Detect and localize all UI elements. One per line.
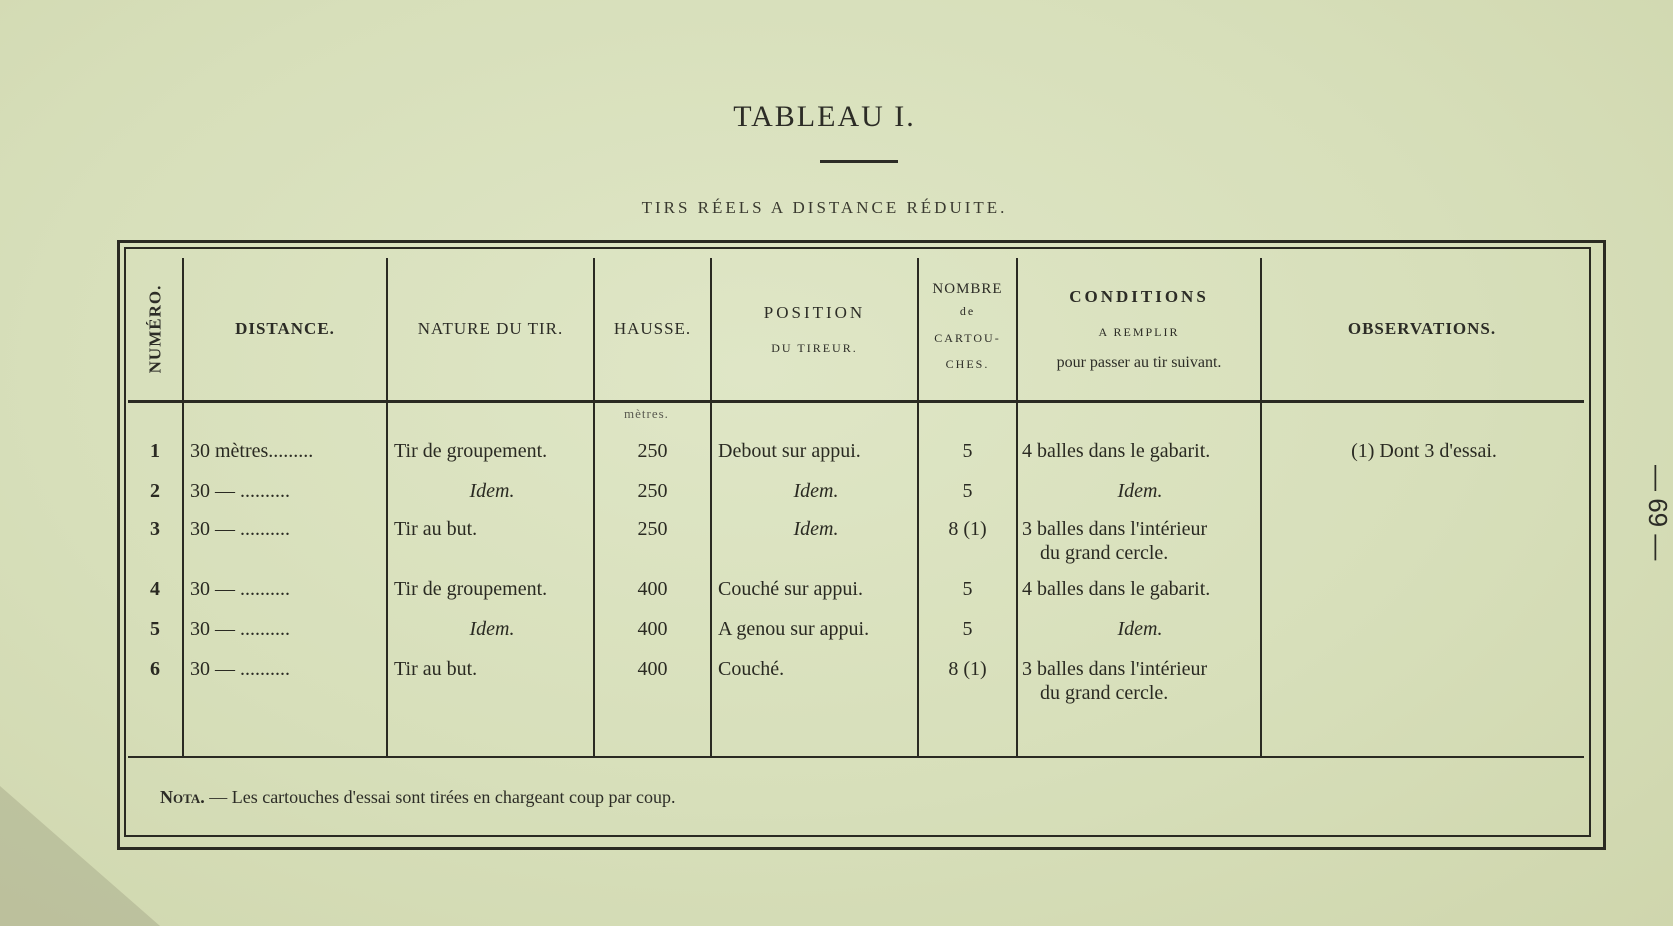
table-cell-num: 5: [150, 618, 160, 640]
table-cell-hausse: 400: [637, 578, 668, 600]
header-nombre-de: de: [959, 304, 976, 318]
header-nombre: [919, 258, 1016, 400]
table-cell-position: Idem.: [793, 518, 839, 540]
nota-text: — Les cartouches d'essai sont tirées en chargeant coup par coup.: [209, 787, 676, 807]
table-cell-hausse: 250: [637, 518, 668, 540]
page-subtitle: TIRS RÉELS A DISTANCE RÉDUITE.: [641, 198, 1008, 217]
table-cell-cartouches: 8 (1): [948, 518, 987, 540]
table-cell-conditions: 4 balles dans le gabarit.: [1022, 440, 1211, 462]
header-nombre-title: NOMBRE: [932, 281, 1003, 297]
table-cell-cartouches: 5: [962, 440, 973, 462]
table-cell-num: 2: [150, 480, 160, 502]
header-observations: OBSERVATIONS.: [1347, 319, 1497, 338]
table-cell-num: 4: [150, 578, 160, 600]
page-number: — 69 —: [1643, 465, 1673, 561]
table-cell-distance: 30 — ..........: [190, 658, 290, 680]
header-distance: DISTANCE.: [235, 319, 335, 338]
table-cell-num: 1: [150, 440, 160, 462]
hausse-unit: mètres.: [624, 406, 669, 421]
header-numero: NUMÉRO.: [145, 284, 165, 374]
table-cell-num: 3: [150, 518, 160, 540]
table-cell-conditions: Idem.: [1117, 480, 1163, 502]
table-cell-cartouches: 8 (1): [948, 658, 987, 680]
table-cell-position: A genou sur appui.: [718, 618, 870, 640]
table-cell-conditions: 4 balles dans le gabarit.: [1022, 578, 1211, 600]
table-cell-distance: 30 — ..........: [190, 578, 290, 600]
nota-note: [160, 787, 675, 808]
table-cell-nature: Tir de groupement.: [394, 578, 548, 600]
title-rule: [820, 160, 898, 163]
nota-label: Nota.: [160, 787, 205, 807]
table-cell-hausse: 400: [637, 658, 668, 680]
table-cell-hausse: 400: [637, 618, 668, 640]
header-conditions-title: CONDITIONS: [1069, 286, 1209, 306]
header-conditions-sub: A REMPLIR: [1098, 324, 1180, 339]
table-cell-position: Idem.: [793, 480, 839, 502]
table-cell-nature: Tir au but.: [394, 518, 478, 540]
table-cell-nature: Tir de groupement.: [394, 440, 548, 462]
header-position-title: POSITION: [763, 302, 866, 322]
table-cell-conditions-line2: du grand cercle.: [1040, 542, 1169, 564]
header-rule: [128, 400, 1584, 403]
header-nombre-sub: CARTOU- CHES.: [934, 331, 1001, 371]
table-cell-position: Couché sur appui.: [718, 578, 863, 600]
table-cell-observations: (1) Dont 3 d'essai.: [1351, 440, 1497, 462]
header-hausse: HAUSSE.: [613, 319, 692, 338]
page-title: TABLEAU I.: [733, 100, 916, 133]
table-cell-hausse: 250: [637, 480, 668, 502]
header-conditions-sub2: pour passer au tir suivant.: [1056, 353, 1222, 371]
table-cell-conditions-line2: du grand cercle.: [1040, 682, 1169, 704]
header-position: [712, 258, 917, 400]
table-cell-distance: 30 — ..........: [190, 480, 290, 502]
table-cell-num: 6: [150, 658, 160, 680]
table-cell-distance: 30 mètres.........: [190, 440, 314, 462]
header-position-sub: DU TIREUR.: [771, 340, 858, 355]
table-cell-cartouches: 5: [962, 480, 973, 502]
table-cell-position: Couché.: [718, 658, 785, 680]
header-nature: NATURE DU TIR.: [417, 319, 564, 338]
body-bottom-rule: [128, 756, 1584, 758]
table-cell-conditions: Idem.: [1117, 618, 1163, 640]
header-conditions: [1018, 258, 1260, 400]
table-cell-conditions: 3 balles dans l'intérieur: [1022, 658, 1208, 680]
table-cell-position: Debout sur appui.: [718, 440, 861, 462]
table-cell-hausse: 250: [637, 440, 668, 462]
table-cell-nature: Idem.: [469, 480, 515, 502]
table-cell-distance: 30 — ..........: [190, 618, 290, 640]
table-cell-nature: Tir au but.: [394, 658, 478, 680]
table-cell-cartouches: 5: [962, 578, 973, 600]
table-cell-distance: 30 — ..........: [190, 518, 290, 540]
table-cell-conditions: 3 balles dans l'intérieur: [1022, 518, 1208, 540]
table-cell-nature: Idem.: [469, 618, 515, 640]
table-cell-cartouches: 5: [962, 618, 973, 640]
